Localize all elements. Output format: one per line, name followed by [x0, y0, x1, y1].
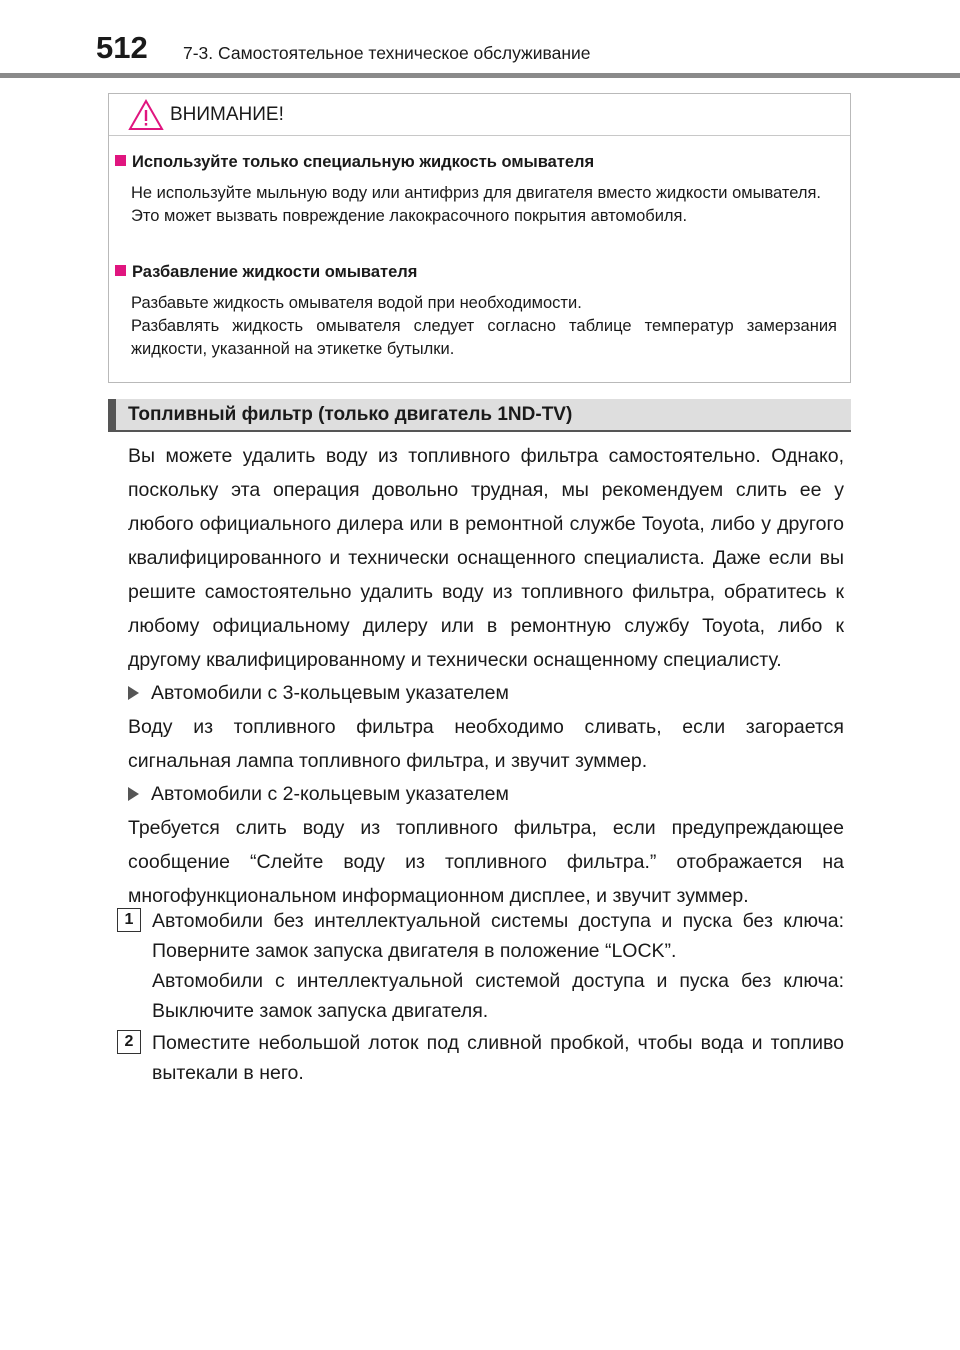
warning-item-text: Разбавьте жидкость омывателя водой при необходимости. Разбавлять жидкость омывателя следует согласно таблице температур замерзания жидкости, указанной на этикетке бутылки.	[131, 294, 837, 358]
warning-box	[108, 93, 851, 383]
variant-paragraph: Воду из топливного фильтра необходимо сливать, если загорается сигнальная лампа топливного фильтра, и звучит зуммер.	[128, 716, 844, 772]
step-text: Поместите небольшой лоток под сливной пробкой, чтобы вода и топливо вытекали в него.	[152, 1032, 844, 1084]
warning-item-title: Разбавление жидкости омывателя	[115, 263, 417, 282]
section-header	[108, 399, 851, 432]
warning-title: ВНИМАНИЕ!	[170, 104, 284, 125]
warning-item-text: Не используйте мыльную воду или антифриз для двигателя вместо жидкости омывателя. Это может вызвать повреждение лакокрасочного покрытия автомобиля.	[131, 184, 822, 225]
square-bullet-icon	[115, 155, 126, 166]
page-header	[0, 0, 960, 80]
warning-item-title: Используйте только специальную жидкость омывателя	[115, 153, 594, 172]
section-accent	[108, 399, 116, 430]
page-number: 512	[96, 30, 148, 65]
warning-triangle-icon	[128, 99, 164, 131]
intro-paragraph: Вы можете удалить воду из топливного фильтра самостоятельно. Однако, поскольку эта операция довольно трудная, мы рекомендуем слить ее у любого официального дилера или в ремонтной службе Toyota, либо у другого квалифицированного и технически оснащенного специалиста. Даже если вы решите самостоятельно удалить воду из топливного фильтра, обратитесь к любому официальному дилеру или в ремонтную службу Toyota, либо к другому квалифицированному и технически оснащенному специалисту.	[128, 445, 844, 671]
variant-paragraph: Требуется слить воду из топливного фильтра, если предупреждающее сообщение “Слейте воду из топливного фильтра.” отображается на многофункциональном информационном дисплее, и звучит зуммер.	[128, 817, 844, 907]
triangle-bullet-icon	[128, 686, 139, 700]
step-text: Автомобили без интеллектуальной системы доступа и пуска без ключа: Поверните замок запуска двигателя в положение “LOCK”. Автомобили с интеллектуальной системой доступа и пуска без ключа: Выключите замок запуска двигателя.	[152, 910, 844, 1022]
step-number: 1	[117, 908, 141, 932]
section-title: Топливный фильтр (только двигатель 1ND-TV)	[128, 404, 573, 425]
chapter-title: 7-3. Самостоятельное техническое обслуживание	[183, 43, 591, 63]
step-number: 2	[117, 1030, 141, 1054]
variant-heading: Автомобили с 3-кольцевым указателем	[128, 680, 509, 706]
header-rule	[0, 73, 960, 78]
variant-heading: Автомобили с 2-кольцевым указателем	[128, 781, 509, 807]
triangle-bullet-icon	[128, 787, 139, 801]
square-bullet-icon	[115, 265, 126, 276]
warning-header	[109, 94, 850, 136]
